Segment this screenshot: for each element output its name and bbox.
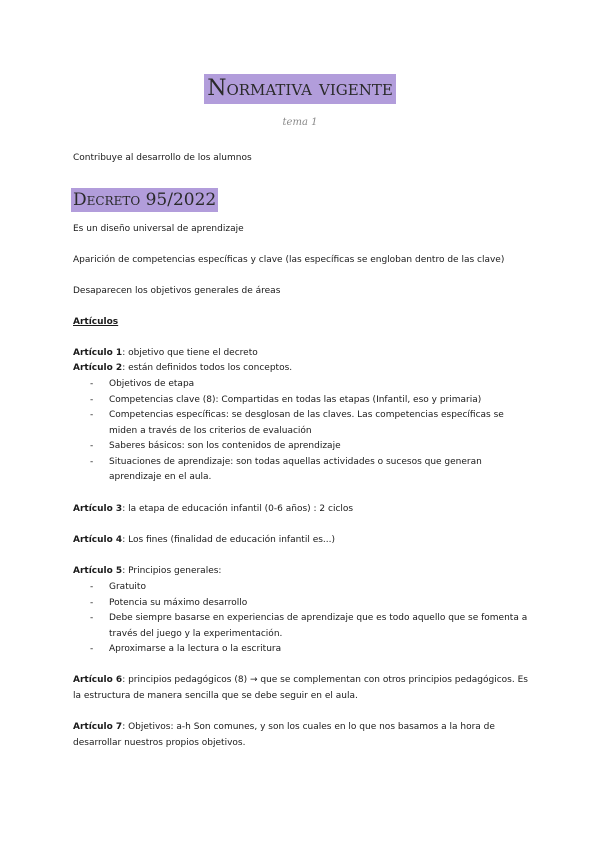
article-1-label: Artículo 1	[73, 348, 123, 358]
article-3	[73, 502, 353, 518]
line-3: Desaparecen los objetivos generales de áreas	[73, 286, 281, 296]
article-4-label: Artículo 4	[73, 535, 123, 545]
article-7	[73, 720, 533, 751]
subtitle: tema 1	[282, 117, 318, 128]
list-item: - Gratuito	[73, 580, 533, 596]
page-title: Normativa vigente	[204, 74, 396, 104]
list-item: - Debe siempre basarse en experiencias de aprendizaje que es todo aquello que se fomenta a través del juego y la experimentación.	[73, 611, 533, 642]
article-2	[73, 361, 292, 377]
article-7-text: : Objetivos: a-h Son comunes, y son los cuales en lo que nos basamos a la hora de desarrollar nuestros propios objetivos.	[73, 722, 495, 748]
article-2-list	[73, 377, 533, 486]
article-6-label: Artículo 6	[73, 675, 123, 685]
list-item: - Competencias específicas: se desglosan de las claves. Las competencias específicas se miden a través de los criterios de evaluación	[73, 408, 533, 439]
article-5-list	[73, 580, 533, 658]
article-5	[73, 564, 221, 580]
list-item: - Competencias clave (8): Compartidas en todas las etapas (Infantil, eso y primaria)	[73, 393, 533, 409]
article-2-label: Artículo 2	[73, 363, 123, 373]
article-5-text: : Principios generales:	[122, 566, 222, 576]
list-item: - Objetivos de etapa	[73, 377, 533, 393]
articulos-heading: Artículos	[73, 317, 119, 327]
line-1: Es un diseño universal de aprendizaje	[73, 224, 244, 234]
article-3-text: : la etapa de educación infantil (0-6 años) : 2 ciclos	[122, 504, 354, 514]
article-1-text: : objetivo que tiene el decreto	[122, 348, 258, 358]
article-3-label: Artículo 3	[73, 504, 123, 514]
article-6	[73, 673, 533, 704]
list-item: - Saberes básicos: son los contenidos de aprendizaje	[73, 439, 533, 455]
article-4	[73, 533, 335, 549]
article-5-label: Artículo 5	[73, 566, 123, 576]
line-2: Aparición de competencias específicas y clave (las específicas se engloban dentro de las clave)	[73, 255, 505, 265]
intro-text: Contribuye al desarrollo de los alumnos	[73, 153, 252, 163]
article-7-label: Artículo 7	[73, 722, 123, 732]
title-wrap	[0, 74, 600, 104]
article-4-text: : Los fines (finalidad de educación infantil es...)	[122, 535, 336, 545]
list-item: - Aproximarse a la lectura o la escritura	[73, 642, 533, 658]
article-1	[73, 346, 258, 362]
article-6-text: : principios pedagógicos (8) → que se complementan con otros principios pedagógicos. Es la estructura de manera sencilla que se debe seguir en el aula.	[73, 675, 528, 701]
list-item: - Situaciones de aprendizaje: son todas aquellas actividades o sucesos que generan aprendizaje en el aula.	[73, 455, 533, 486]
list-item: - Potencia su máximo desarrollo	[73, 596, 533, 612]
section-heading: Decreto 95/2022	[73, 190, 217, 210]
article-2-text: : están definidos todos los conceptos.	[122, 363, 293, 373]
